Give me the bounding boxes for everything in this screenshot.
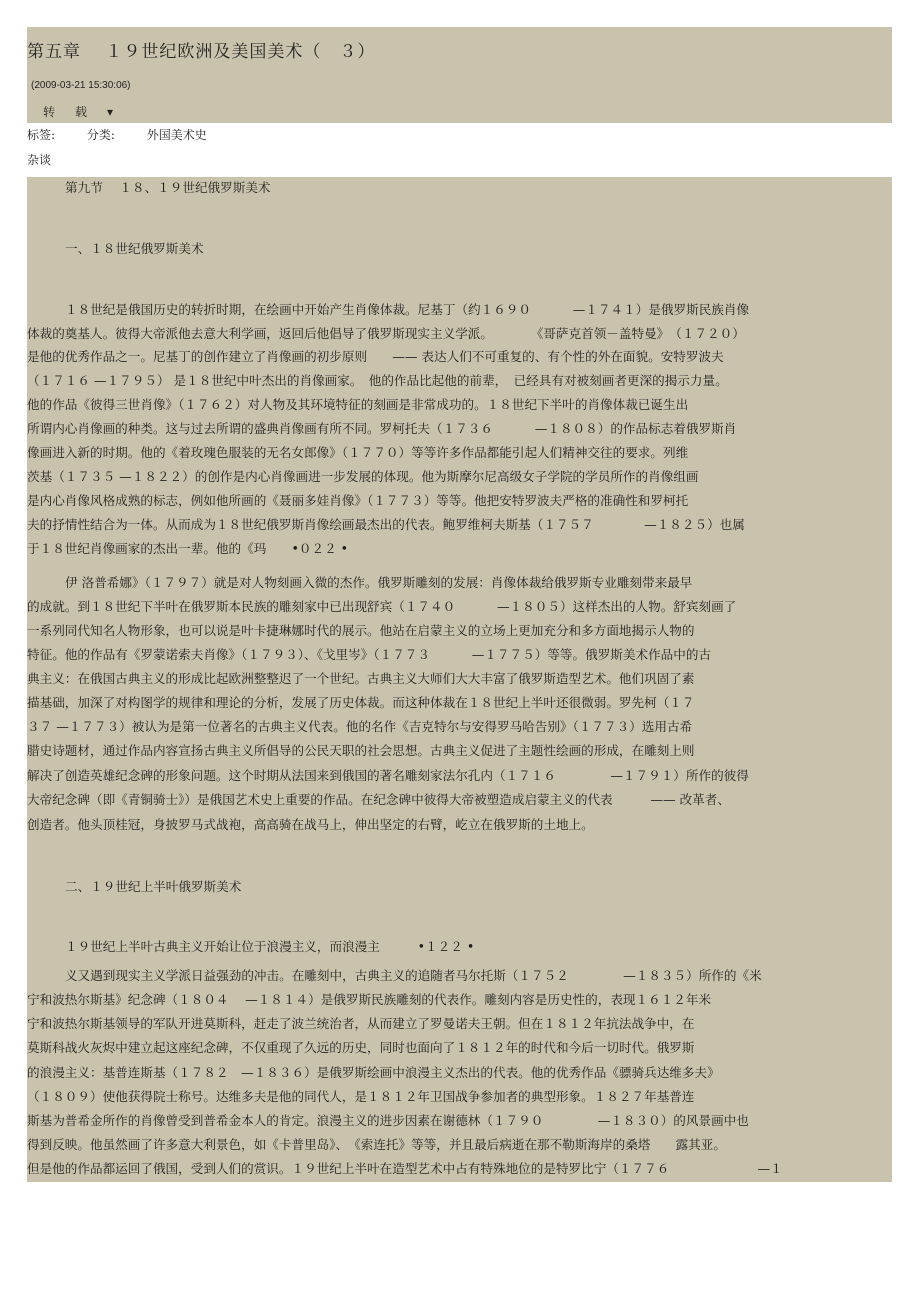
body-line: 所谓内心肖像画的种类。这与过去所谓的盛典肖像画有所不同。罗柯托夫（１７３６ —１８０８）的作品标志着俄罗斯肖 xyxy=(27,421,737,436)
body-line: 解决了创造英雄纪念碑的形象问题。这个时期从法国来到俄国的著名雕刻家法尔孔内（１７１６ —１７９１）所作的彼得 xyxy=(27,768,749,783)
body-line: 得到反映。他虽然画了许多意大利景色，如《卡普里岛》、 《索连托》等等，并且最后病逝在那不勒斯海岸的桑塔 露其亚。 xyxy=(27,1137,726,1152)
body-line: 于１８世纪肖像画家的杰出一辈。他的《玛 •０２２ • xyxy=(27,541,349,556)
body-line: （１８０９）使他获得院士称号。达维多夫是他的同代人，是１８１２年卫国战争参加者的典型形象。１８２７年基普连 xyxy=(27,1089,695,1104)
body-line: 是他的优秀作品之一。尼基丁的创作建立了肖像画的初步原则 —— 表达人们不可重复的、有个性的外在面貌。安特罗波夫 xyxy=(27,349,724,364)
subsection-heading: 二、１９世纪上半叶俄罗斯美术 xyxy=(65,879,242,894)
body-line: 体裁的奠基人。彼得大帝派他去意大利学画，返回后他倡导了俄罗斯现实主义学派。 《哥萨克首领－盖特曼》 （１７２０） xyxy=(27,326,745,341)
body-line: 腊史诗题材，通过作品内容宣扬古典主义所倡导的公民天职的社会思想。古典主义促进了主题性绘画的形成，在雕刻上则 xyxy=(27,743,695,758)
body-line: 伊 洛普希娜》（１７９７）就是对人物刻画入微的杰作。俄罗斯雕刻的发展：肖像体裁给俄罗斯专业雕刻带来最早 xyxy=(65,575,693,590)
body-line: １９世纪上半叶古典主义开始让位于浪漫主义，而浪漫主 •１２２ • xyxy=(65,939,475,954)
repost-button[interactable]: 转 载 ▾ xyxy=(43,105,118,119)
post-date: (2009-03-21 15:30:06) xyxy=(31,80,131,91)
body-line: 创造者。他头顶桂冠，身披罗马式战袍，高高骑在战马上，伸出坚定的右臂，屹立在俄罗斯的土地上。 xyxy=(27,817,594,832)
tags-label: 标签: xyxy=(27,128,56,142)
body-line: 茨基（１７３５ —１８２２）的创作是内心肖像画进一步发展的体现。他为斯摩尔尼高级女子学院的学员所作的肖像组画 xyxy=(27,469,699,484)
category-link[interactable]: 外国美术史 xyxy=(146,128,207,142)
body-line: （１７１６ —１７９５） 是１８世纪中叶杰出的肖像画家。 他的作品比起他的前辈， 已经具有对被刻画者更深的揭示力量。 xyxy=(27,373,728,388)
body-line: 特征。他的作品有《罗蒙诺索夫肖像》（１７９３）、《戈里岑》（１７７３ —１７７５）等等。俄罗斯美术作品中的古 xyxy=(27,647,712,662)
article-body xyxy=(27,177,892,1182)
section-heading: 第九节 １８、１９世纪俄罗斯美术 xyxy=(65,180,271,195)
body-line: 义又遇到现实主义学派日益强劲的冲击。在雕刻中，古典主义的追随者马尔托斯（１７５２ —１８３５）所作的《米 xyxy=(65,968,762,983)
body-line: 大帝纪念碑（即《青铜骑士》）是俄国艺术史上重要的作品。在纪念碑中彼得大帝被塑造成启蒙主义的代表 —— 改革者、 xyxy=(27,792,730,807)
body-line: 夫的抒情性结合为一体。从而成为１８世纪俄罗斯肖像绘画最杰出的代表。鲍罗维柯夫斯基（１７５７ —１８２５）也属 xyxy=(27,517,745,532)
body-line: 的浪漫主义：基普连斯基（１７８２ —１８３６）是俄罗斯绘画中浪漫主义杰出的代表。他的优秀作品《骠骑兵达维多夫》 xyxy=(27,1065,720,1080)
meta-row xyxy=(27,126,235,143)
body-line: 描基础，加深了对构图学的规律和理论的分析，发展了历史体裁。而这种体裁在１８世纪上半叶还很微弱。罗先柯（１７ xyxy=(27,695,695,710)
body-line: 是内心肖像风格成熟的标志，例如他所画的《聂丽多娃肖像》（１７７３）等等。他把安特罗波夫严格的准确性和罗柯托 xyxy=(27,493,689,508)
body-line: 莫斯科战火灰烬中建立起这座纪念碑，不仅重现了久远的历史，同时也面向了１８１２年的时代和今后一切时代。俄罗斯 xyxy=(27,1040,695,1055)
article-header xyxy=(27,27,892,123)
body-line: 一系列同代知名人物形象，也可以说是叶卡捷琳娜时代的展示。他站在启蒙主义的立场上更加充分和多方面地揭示人物的 xyxy=(27,623,695,638)
body-line: 的成就。到１８世纪下半叶在俄罗斯本民族的雕刻家中已出现舒宾（１７４０ —１８０５）这样杰出的人物。舒宾刻画了 xyxy=(27,599,737,614)
subsection-heading: 一、１８世纪俄罗斯美术 xyxy=(65,241,204,256)
body-line: 斯基为普希金所作的肖像曾受到普希金本人的肯定。浪漫主义的进步因素在谢德林（１７９０ —１８３０）的风景画中也 xyxy=(27,1113,749,1128)
misc-tag[interactable]: 杂谈 xyxy=(27,153,52,167)
body-line: 宁和波热尔斯基》纪念碑（１８０４ —１８１４）是俄罗斯民族雕刻的代表作。雕刻内容是历史性的，表现１６１２年米 xyxy=(27,992,712,1007)
body-line: 他的作品《彼得三世肖像》（１７６２）对人物及其环境特征的刻画是非常成功的。１８世纪下半叶的肖像体裁已诞生出 xyxy=(27,397,689,412)
body-line: １８世纪是俄国历史的转折时期，在绘画中开始产生肖像体裁。尼基丁（约１６９０ —１７４１）是俄罗斯民族肖像 xyxy=(65,302,750,317)
category-label: 分类: xyxy=(86,128,115,142)
body-line: 宁和波热尔斯基领导的军队开进莫斯科，赶走了波兰统治者，从而建立了罗曼诺夫王朝。但在１８１２年抗法战争中，在 xyxy=(27,1016,695,1031)
body-line: 典主义：在俄国古典主义的形成比起欧洲整整迟了一个世纪。古典主义大师们大大丰富了俄罗斯造型艺术。他们巩固了素 xyxy=(27,671,695,686)
body-line: ３７ —１７７３）被认为是第一位著名的古典主义代表。他的名作《吉克特尔与安得罗马哈告别》（１７７３）选用古希 xyxy=(27,719,693,734)
page-title: 第五章 １９世纪欧洲及美国美术（ ３） xyxy=(27,42,376,62)
body-line: 但是他的作品都运回了俄国，受到人们的赏识。１９世纪上半叶在造型艺术中占有特殊地位的是特罗比宁（１７７６ —１ xyxy=(27,1161,783,1176)
body-line: 像画进入新的时期。他的《着玫瑰色服装的无名女郎像》（１７７０）等等许多作品都能引起人们精神交往的要求。列维 xyxy=(27,445,689,460)
